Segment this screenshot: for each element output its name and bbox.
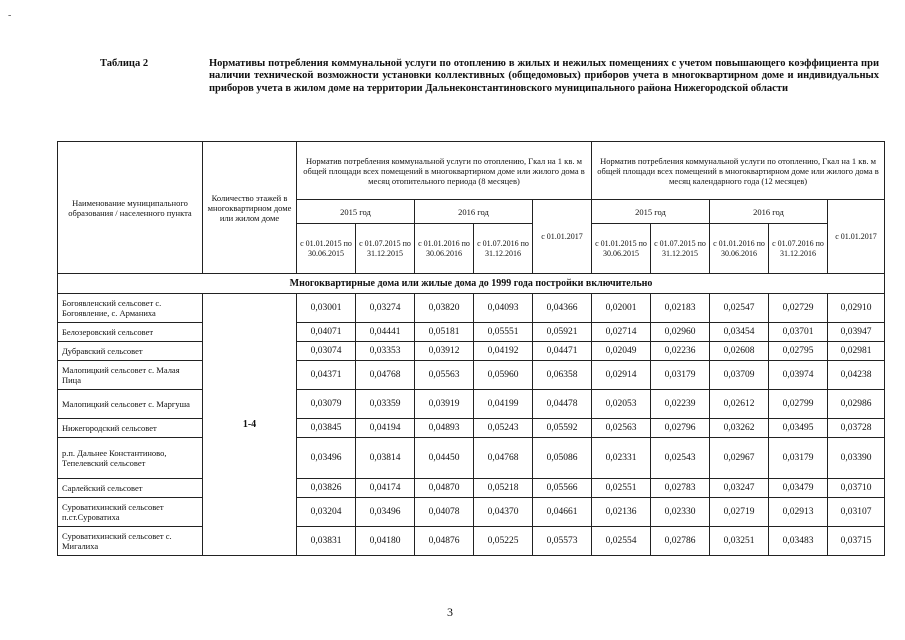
value-cell: 0,02910	[828, 294, 885, 323]
row-name: Белозеровский сельсовет	[58, 323, 203, 342]
value-cell: 0,04768	[356, 361, 415, 390]
value-cell: 0,03107	[828, 498, 885, 527]
header-period: с 01.01.2016 по 30.06.2016	[415, 224, 474, 274]
table-row	[58, 498, 885, 527]
header-period: с 01.07.2015 по 31.12.2015	[651, 224, 710, 274]
value-cell: 0,04192	[474, 342, 533, 361]
value-cell: 0,04870	[415, 479, 474, 498]
value-cell: 0,05566	[533, 479, 592, 498]
value-cell: 0,05921	[533, 323, 592, 342]
value-cell: 0,02547	[710, 294, 769, 323]
value-cell: 0,03715	[828, 527, 885, 556]
header-floors: Количество этажей в многоквартирном доме или жилом доме	[203, 142, 297, 274]
value-cell: 0,02612	[710, 390, 769, 419]
value-cell: 0,02563	[592, 419, 651, 438]
value-cell: 0,02331	[592, 438, 651, 479]
value-cell: 0,03919	[415, 390, 474, 419]
value-cell: 0,03179	[769, 438, 828, 479]
header-period: с 01.01.2015 по 30.06.2015	[592, 224, 651, 274]
header-group-12-months: Норматив потребления коммунальной услуги по отоплению, Гкал на 1 кв. м общей площади всех помещений в многоквартирном доме или жилого дома в месяц календарного года (12 месяцев)	[592, 142, 885, 200]
value-cell: 0,03079	[297, 390, 356, 419]
header-year-2016-b: 2016 год	[710, 200, 828, 224]
value-cell: 0,05181	[415, 323, 474, 342]
value-cell: 0,02551	[592, 479, 651, 498]
value-cell: 0,03247	[710, 479, 769, 498]
value-cell: 0,04371	[297, 361, 356, 390]
value-cell: 0,05573	[533, 527, 592, 556]
value-cell: 0,02136	[592, 498, 651, 527]
value-cell: 0,02053	[592, 390, 651, 419]
header-period: с 01.01.2015 по 30.06.2015	[297, 224, 356, 274]
value-cell: 0,03001	[297, 294, 356, 323]
floors-value: 1-4	[203, 294, 297, 556]
header-group-8-months: Норматив потребления коммунальной услуги по отоплению, Гкал на 1 кв. м общей площади всех помещений в многоквартирном доме или жилого дома в месяц отопительного периода (8 месяцев)	[297, 142, 592, 200]
value-cell: 0,03359	[356, 390, 415, 419]
row-name: Нижегородский сельсовет	[58, 419, 203, 438]
header-year-2015-b: 2015 год	[592, 200, 710, 224]
value-cell: 0,05218	[474, 479, 533, 498]
value-cell: 0,02796	[651, 419, 710, 438]
value-cell: 0,02729	[769, 294, 828, 323]
value-cell: 0,05243	[474, 419, 533, 438]
row-name: Богоявленский сельсовет с. Богоявление, с. Арманиха	[58, 294, 203, 323]
value-cell: 0,05960	[474, 361, 533, 390]
value-cell: 0,02330	[651, 498, 710, 527]
value-cell: 0,02786	[651, 527, 710, 556]
header-period: с 01.01.2017	[533, 200, 592, 274]
corner-mark: -	[8, 10, 12, 21]
header-period: с 01.07.2015 по 31.12.2015	[356, 224, 415, 274]
value-cell: 0,03820	[415, 294, 474, 323]
value-cell: 0,05551	[474, 323, 533, 342]
table-row	[58, 438, 885, 479]
value-cell: 0,02981	[828, 342, 885, 361]
value-cell: 0,04370	[474, 498, 533, 527]
value-cell: 0,05592	[533, 419, 592, 438]
table-label: Таблица 2	[100, 58, 149, 69]
value-cell: 0,03845	[297, 419, 356, 438]
value-cell: 0,03814	[356, 438, 415, 479]
value-cell: 0,03710	[828, 479, 885, 498]
row-name: Суроватихинский сельсовет с. Мигалиха	[58, 527, 203, 556]
value-cell: 0,03947	[828, 323, 885, 342]
value-cell: 0,02001	[592, 294, 651, 323]
value-cell: 0,03496	[356, 498, 415, 527]
value-cell: 0,02049	[592, 342, 651, 361]
value-cell: 0,03831	[297, 527, 356, 556]
value-cell: 0,02714	[592, 323, 651, 342]
value-cell: 0,03709	[710, 361, 769, 390]
value-cell: 0,03353	[356, 342, 415, 361]
value-cell: 0,03479	[769, 479, 828, 498]
value-cell: 0,03274	[356, 294, 415, 323]
value-cell: 0,02554	[592, 527, 651, 556]
value-cell: 0,04199	[474, 390, 533, 419]
value-cell: 0,03390	[828, 438, 885, 479]
table-row	[58, 527, 885, 556]
value-cell: 0,04366	[533, 294, 592, 323]
value-cell: 0,02799	[769, 390, 828, 419]
value-cell: 0,03974	[769, 361, 828, 390]
row-name: р.п. Дальнее Константиново, Тепелевский сельсовет	[58, 438, 203, 479]
value-cell: 0,03912	[415, 342, 474, 361]
value-cell: 0,03074	[297, 342, 356, 361]
value-cell: 0,04441	[356, 323, 415, 342]
header-municipality: Наименование муниципального образования / населенного пункта	[58, 142, 203, 274]
value-cell: 0,02236	[651, 342, 710, 361]
value-cell: 0,02543	[651, 438, 710, 479]
value-cell: 0,02795	[769, 342, 828, 361]
table-row	[58, 361, 885, 390]
value-cell: 0,05563	[415, 361, 474, 390]
value-cell: 0,04450	[415, 438, 474, 479]
table-title: Нормативы потребления коммунальной услуги по отоплению в жилых и нежилых помещениях с учетом повышающего коэффициента при наличии технической возможности установки коллективных (общедомовых) приборов учета в многоквартирном доме и индивидуальных приборов учета в жилом доме на территории Дальнеконстантиновского муниципального района Нижегородской области	[209, 58, 879, 94]
value-cell: 0,04471	[533, 342, 592, 361]
value-cell: 0,03826	[297, 479, 356, 498]
value-cell: 0,04478	[533, 390, 592, 419]
table-row	[58, 294, 885, 323]
value-cell: 0,03251	[710, 527, 769, 556]
value-cell: 0,02913	[769, 498, 828, 527]
value-cell: 0,03483	[769, 527, 828, 556]
value-cell: 0,02967	[710, 438, 769, 479]
value-cell: 0,02914	[592, 361, 651, 390]
value-cell: 0,04238	[828, 361, 885, 390]
table-row	[58, 419, 885, 438]
value-cell: 0,04078	[415, 498, 474, 527]
row-name: Малопицкий сельсовет с. Малая Пица	[58, 361, 203, 390]
value-cell: 0,02986	[828, 390, 885, 419]
value-cell: 0,02239	[651, 390, 710, 419]
row-name: Сарлейский сельсовет	[58, 479, 203, 498]
row-name: Дубравский сельсовет	[58, 342, 203, 361]
value-cell: 0,03728	[828, 419, 885, 438]
header-period: с 01.01.2017	[828, 200, 885, 274]
value-cell: 0,03454	[710, 323, 769, 342]
value-cell: 0,04093	[474, 294, 533, 323]
value-cell: 0,04661	[533, 498, 592, 527]
value-cell: 0,03495	[769, 419, 828, 438]
value-cell: 0,02608	[710, 342, 769, 361]
value-cell: 0,03701	[769, 323, 828, 342]
value-cell: 0,04071	[297, 323, 356, 342]
value-cell: 0,02719	[710, 498, 769, 527]
header-year-2016-a: 2016 год	[415, 200, 533, 224]
section-title: Многоквартирные дома или жилые дома до 1999 года постройки включительно	[58, 274, 885, 294]
value-cell: 0,04180	[356, 527, 415, 556]
value-cell: 0,03496	[297, 438, 356, 479]
value-cell: 0,05086	[533, 438, 592, 479]
value-cell: 0,05225	[474, 527, 533, 556]
value-cell: 0,03204	[297, 498, 356, 527]
value-cell: 0,02783	[651, 479, 710, 498]
row-name: Суроватихинский сельсовет п.ст.Суроватиха	[58, 498, 203, 527]
value-cell: 0,03179	[651, 361, 710, 390]
header-period: с 01.01.2016 по 30.06.2016	[710, 224, 769, 274]
value-cell: 0,06358	[533, 361, 592, 390]
value-cell: 0,02183	[651, 294, 710, 323]
value-cell: 0,03262	[710, 419, 769, 438]
value-cell: 0,04876	[415, 527, 474, 556]
row-name: Малопицкий сельсовет с. Маргуша	[58, 390, 203, 419]
page-number: 3	[447, 605, 453, 619]
value-cell: 0,04768	[474, 438, 533, 479]
table-row	[58, 342, 885, 361]
norms-table	[57, 141, 885, 556]
value-cell: 0,04893	[415, 419, 474, 438]
value-cell: 0,04174	[356, 479, 415, 498]
table-row	[58, 323, 885, 342]
table-row	[58, 479, 885, 498]
header-period: с 01.07.2016 по 31.12.2016	[769, 224, 828, 274]
value-cell: 0,02960	[651, 323, 710, 342]
table-row	[58, 390, 885, 419]
value-cell: 0,04194	[356, 419, 415, 438]
header-period: с 01.07.2016 по 31.12.2016	[474, 224, 533, 274]
header-year-2015-a: 2015 год	[297, 200, 415, 224]
